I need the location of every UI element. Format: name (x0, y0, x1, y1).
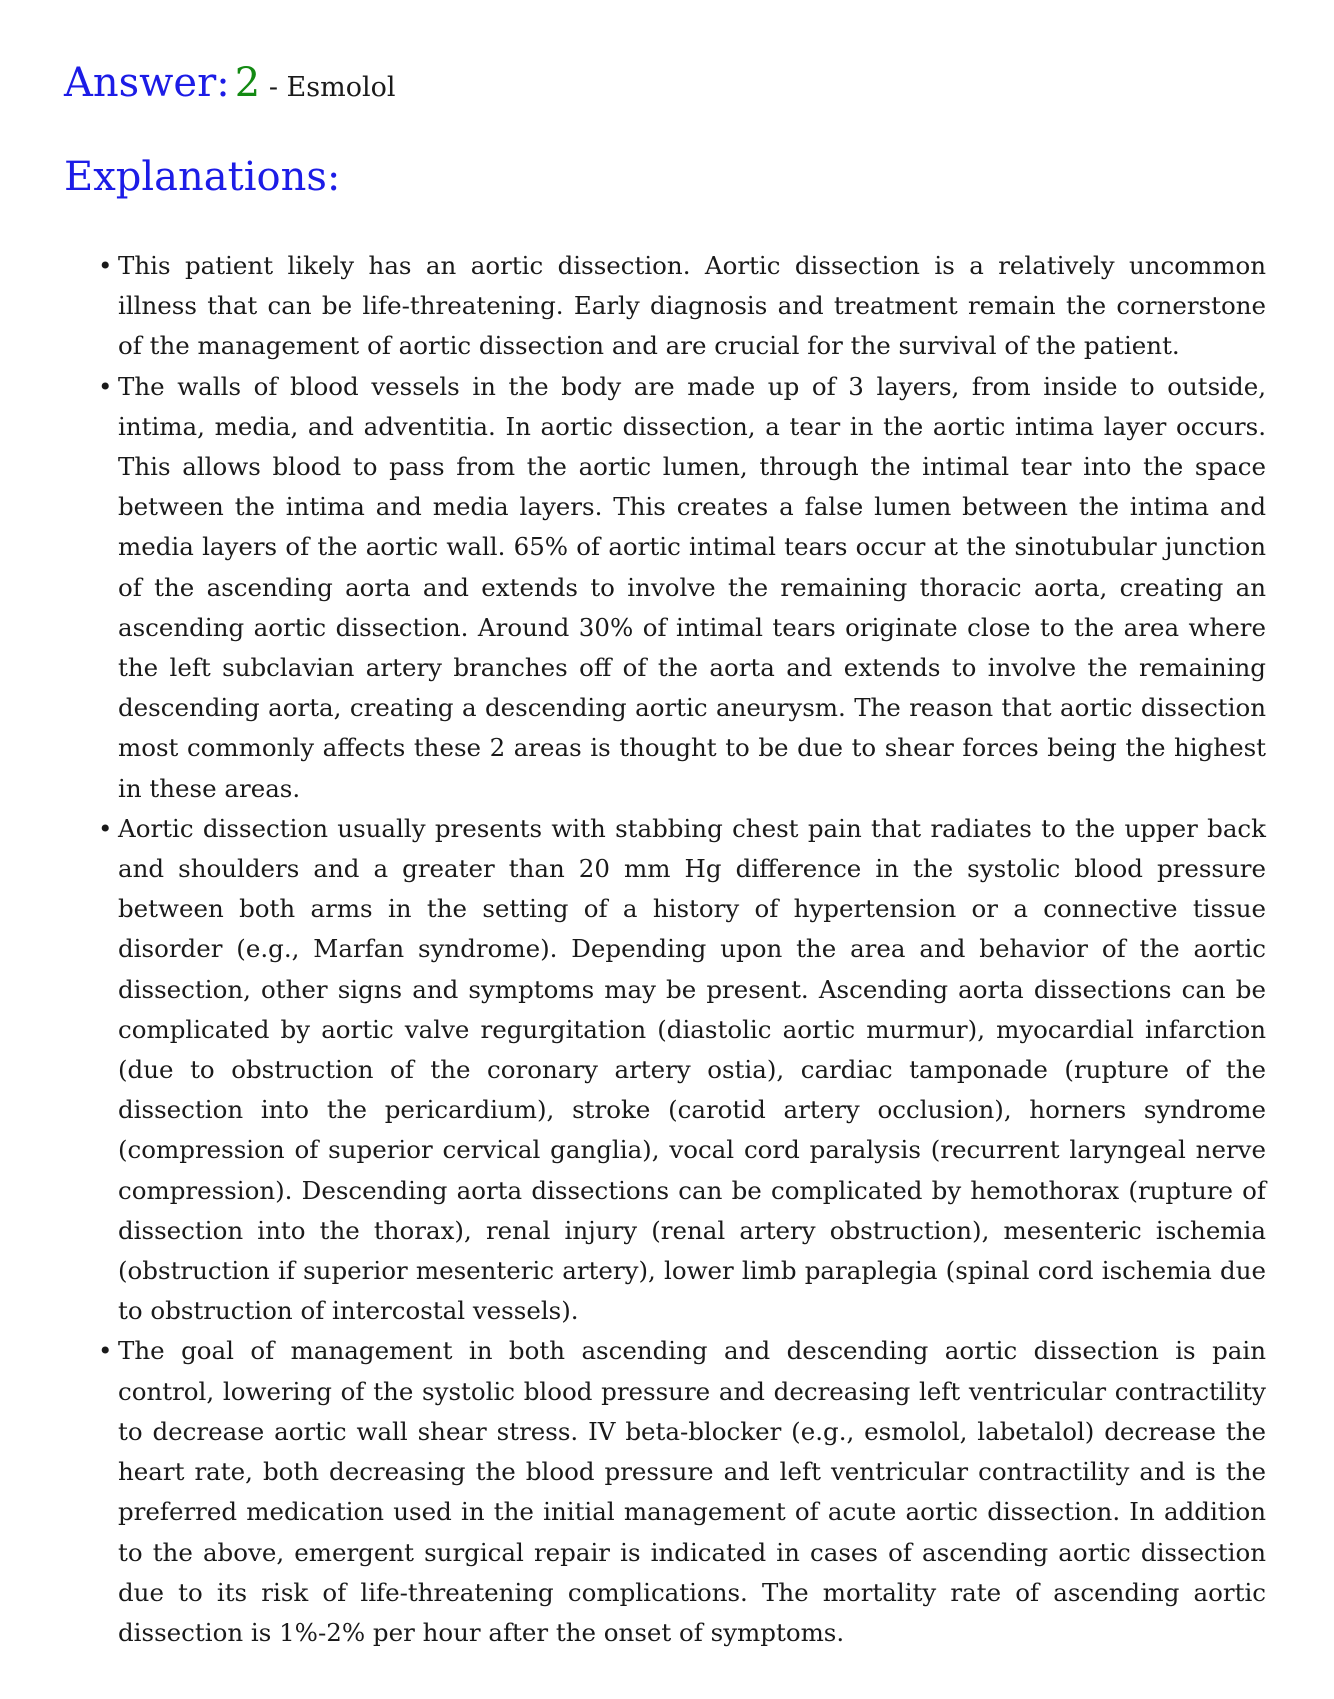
explanations-list (98, 246, 1266, 1653)
bullet-icon: • (98, 813, 113, 843)
answer-number: 2 (234, 60, 261, 106)
explanation-item (98, 809, 1266, 1332)
explanation-text: The goal of management in both ascending and descending aortic dissection is pain control, lowering of the systolic blood pressure and decreasing left ventricular contractility to decrease aortic wall shear stress. IV beta-blocker (e.g., esmolol, labetalol) decrease the heart rate, both decreasing the blood pressure and left ventricular contractility and is the preferred medication used in the initial management of acute aortic dissection. In addition to the above, emergent surgical repair is indicated in cases of ascending aortic dissection due to its risk of life-threatening complications. The mortality rate of ascending aortic dissection is 1%-2% per hour after the onset of symptoms. (118, 1336, 1266, 1647)
explanation-item (98, 367, 1266, 809)
answer-line (64, 60, 395, 106)
bullet-icon: • (98, 1336, 113, 1366)
explanation-text: The walls of blood vessels in the body are made up of 3 layers, from inside to outside, intima, media, and adventitia. In aortic dissection, a tear in the aortic intima layer occurs. This allows blood to pass from the aortic lumen, through the intimal tear into the space between the intima and media layers. This creates a false lumen between the intima and media layers of the aortic wall. 65% of aortic intimal tears occur at the sinotubular junction of the ascending aorta and extends to involve the remaining thoracic aorta, creating an ascending aortic dissection. Around 30% of intimal tears originate close to the area where the left subclavian artery branches off of the aorta and extends to involve the remaining descending aorta, creating a descending aortic aneurysm. The reason that aortic dissection most commonly affects these 2 areas is thought to be due to shear forces being the highest in these areas. (118, 371, 1266, 803)
answer-label: Answer: (64, 60, 230, 106)
explanation-item (98, 1331, 1266, 1653)
explanation-item (98, 246, 1266, 367)
bullet-icon: • (98, 371, 113, 401)
explanations-heading: Explanations: (64, 154, 341, 200)
explanation-text: Aortic dissection usually presents with stabbing chest pain that radiates to the upper back and shoulders and a greater than 20 mm Hg difference in the systolic blood pressure between both arms in the setting of a history of hypertension or a connective tissue disorder (e.g., Marfan syndrome). Depending upon the area and behavior of the aortic dissection, other signs and symptoms may be present. Ascending aorta dissections can be complicated by aortic valve regurgitation (diastolic aortic murmur), myocardial infarction (due to obstruction of the coronary artery ostia), cardiac tamponade (rupture of the dissection into the pericardium), stroke (carotid artery occlusion), horners syndrome (compression of superior cervical ganglia), vocal cord paralysis (recurrent laryngeal nerve compression). Descending aorta dissections can be complicated by hemothorax (rupture of dissection into the thorax), renal injury (renal artery obstruction), mesenteric ischemia (obstruction if superior mesenteric artery), lower limb paraplegia (spinal cord ischemia due to obstruction of intercostal vessels). (118, 813, 1266, 1326)
bullet-icon: • (98, 251, 113, 280)
answer-separator: - (260, 72, 287, 103)
answer-text: Esmolol (286, 72, 396, 103)
explanation-text: This patient likely has an aortic dissection. Aortic dissection is a relatively uncommon illness that can be life-threatening. Early diagnosis and treatment remain the cornerstone of the management of aortic dissection and are crucial for the survival of the patient. (118, 251, 1266, 361)
